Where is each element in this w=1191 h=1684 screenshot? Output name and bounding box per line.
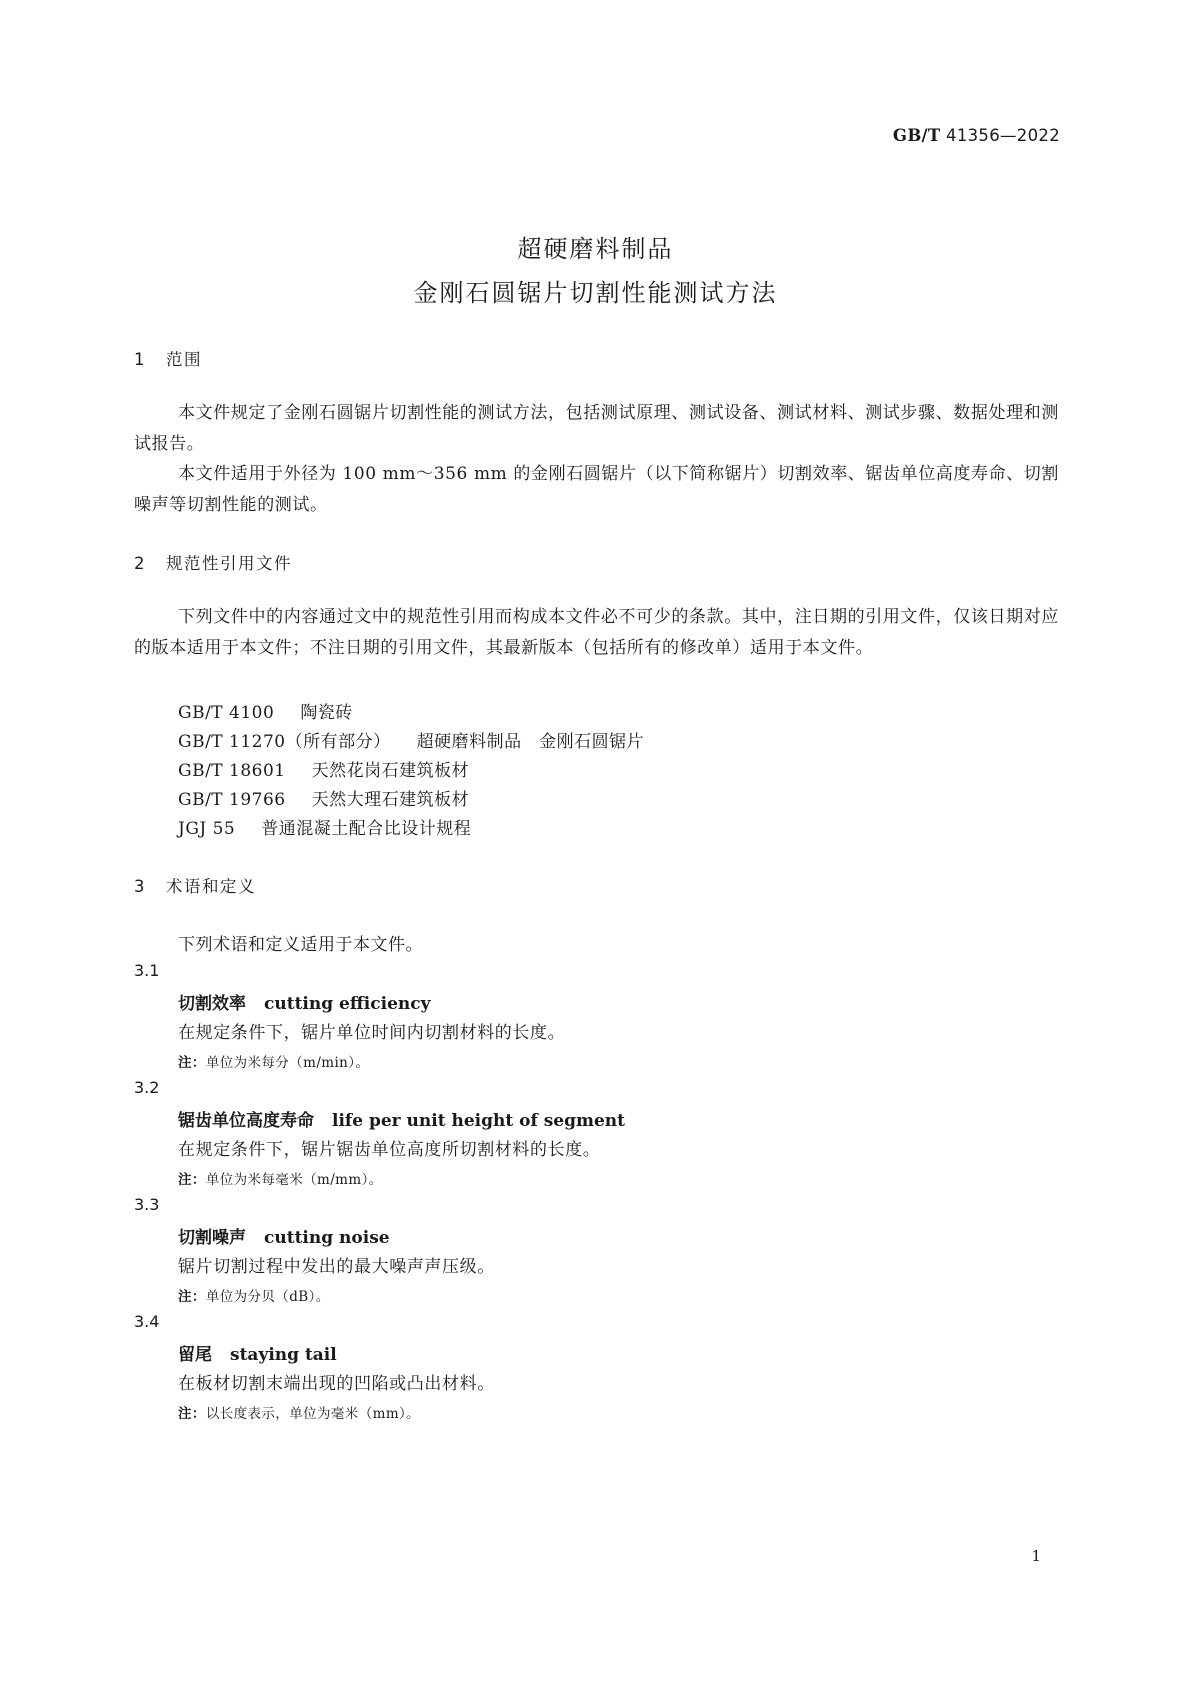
term-number: 3.3: [134, 1195, 160, 1214]
note-text: 单位为米每分（m/min）。: [205, 1055, 370, 1071]
normative-refs-paragraph: 下列文件中的内容通过文中的规范性引用而构成本文件必不可少的条款。其中，注日期的引用文件，仅该日期对应的版本适用于本文件；不注日期的引用文件，其最新版本（包括所有的修改单）适用于本文件。: [134, 607, 1059, 658]
terms-intro: 下列术语和定义适用于本文件。: [178, 935, 423, 955]
term-name-en: cutting noise: [264, 1228, 390, 1248]
standard-code: [893, 126, 1060, 145]
scope-paragraph-2: 本文件适用于外径为 100 mm～356 mm 的金刚石圆锯片（以下简称锯片）切割效率、锯齿单位高度寿命、切割噪声等切割性能的测试。: [134, 464, 1059, 515]
term-number: 3.2: [134, 1078, 160, 1097]
term-note: [178, 1285, 330, 1305]
note-label: 注：: [178, 1289, 206, 1305]
reference-item: [178, 756, 469, 781]
reference-item: [178, 785, 469, 810]
term-name-en: staying tail: [230, 1345, 337, 1365]
reference-code: JGJ 55: [178, 819, 236, 839]
section-number: 2: [134, 554, 145, 573]
term-name-zh: 锯齿单位高度寿命: [178, 1111, 314, 1131]
standard-prefix: GB/T: [892, 126, 941, 145]
reference-name: 普通混凝土配合比设计规程: [261, 819, 472, 839]
term-name-zh: 切割效率: [178, 994, 246, 1014]
scope-paragraph-1: 本文件规定了金刚石圆锯片切割性能的测试方法，包括测试原理、测试设备、测试材料、测试步骤、数据处理和测试报告。: [134, 403, 1059, 454]
section-title: 规范性引用文件: [166, 554, 292, 573]
term-title: [178, 1223, 390, 1248]
section-title: 术语和定义: [166, 877, 256, 896]
term-definition: 锯片切割过程中发出的最大噪声声压级。: [178, 1257, 495, 1277]
note-label: 注：: [178, 1172, 206, 1188]
term-definition: 在板材切割末端出现的凹陷或凸出材料。: [178, 1374, 495, 1394]
page-number: 1: [1031, 1547, 1041, 1565]
note-text: 以长度表示，单位为毫米（mm）。: [205, 1406, 421, 1422]
term-title: [178, 1106, 625, 1131]
reference-name: 陶瓷砖: [300, 703, 353, 723]
reference-item: [178, 727, 644, 752]
reference-name: 天然花岗石建筑板材: [311, 761, 470, 781]
term-name-zh: 切割噪声: [178, 1228, 246, 1248]
term-name-en: cutting efficiency: [264, 994, 431, 1014]
reference-code: GB/T 11270（所有部分）: [178, 732, 391, 752]
document-title-line2: 金刚石圆锯片切割性能测试方法: [413, 279, 778, 307]
document-title-line1: 超硬磨料制品: [517, 235, 674, 263]
term-number: 3.1: [134, 961, 160, 980]
reference-item: [178, 814, 471, 839]
note-text: 单位为分贝（dB）。: [205, 1289, 330, 1305]
reference-item: [178, 698, 353, 723]
section-title: 范围: [166, 350, 202, 369]
section-number: 1: [134, 350, 145, 369]
standard-number: 41356—2022: [946, 126, 1060, 145]
note-label: 注：: [178, 1055, 206, 1071]
term-note: [178, 1402, 420, 1422]
reference-code: GB/T 4100: [178, 703, 275, 723]
term-title: [178, 1340, 337, 1365]
term-number: 3.4: [134, 1312, 160, 1331]
reference-name: 天然大理石建筑板材: [311, 790, 470, 810]
reference-name: 超硬磨料制品 金刚石圆锯片: [416, 732, 645, 752]
term-note: [178, 1051, 369, 1071]
term-definition: 在规定条件下，锯片单位时间内切割材料的长度。: [178, 1023, 566, 1043]
section-1-heading: [134, 346, 202, 370]
section-number: 3: [134, 877, 145, 896]
term-definition: 在规定条件下，锯片锯齿单位高度所切割材料的长度。: [178, 1140, 601, 1160]
reference-code: GB/T 18601: [178, 761, 286, 781]
term-name-zh: 留尾: [178, 1345, 212, 1365]
term-note: [178, 1168, 383, 1188]
section-2-heading: [134, 550, 292, 574]
reference-code: GB/T 19766: [178, 790, 286, 810]
note-text: 单位为米每毫米（m/mm）。: [205, 1172, 383, 1188]
note-label: 注：: [178, 1406, 206, 1422]
section-3-heading: [134, 873, 256, 897]
term-title: [178, 989, 430, 1014]
term-name-en: life per unit height of segment: [332, 1111, 626, 1131]
